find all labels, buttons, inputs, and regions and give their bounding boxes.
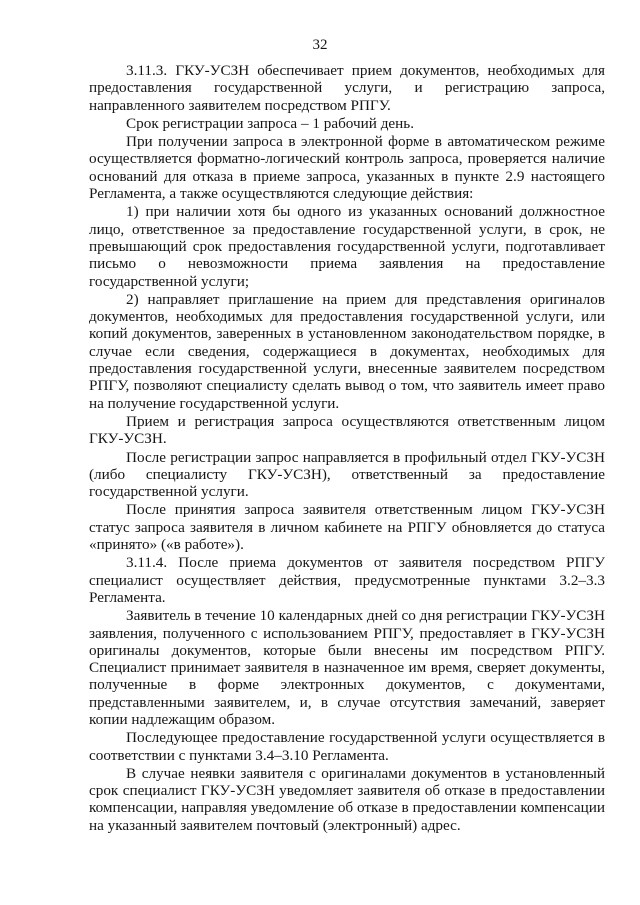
paragraph-non-appearance: В случае неявки заявителя с оригиналами документов в установленный срок специалист ГКУ-УСЗН уведомляет заявителя об отказе в предоставлении компенсации, направляя уведомление об отказе в предоставлении компенсации на указанный заявителем почтовый (электронный) адрес. bbox=[89, 764, 605, 834]
paragraph-registration-term: Срок регистрации запроса – 1 рабочий день. bbox=[126, 114, 415, 132]
paragraph-3-11-3: 3.11.3. ГКУ-УСЗН обеспечивает прием документов, необходимых для предоставления государственной услуги, и регистрацию запроса, направленного заявителем посредством РПГУ. bbox=[89, 62, 605, 114]
paragraph-status-update: После принятия запроса заявителя ответственным лицом ГКУ-УСЗН статус запроса заявителя в личном кабинете на РПГУ обновляется до статуса «принято» («в работе»). bbox=[89, 501, 605, 554]
paragraph-subsequent-provision: Последующее предоставление государственной услуги осуществляется в соответствии с пунктами 3.4–3.10 Регламента. bbox=[89, 729, 605, 764]
paragraph-electronic-control: При получении запроса в электронной форме в автоматическом режиме осуществляется форматно-логический контроль запроса, проверяется наличие оснований для отказа в приеме запроса, указанных в пункте 2.9 настоящего Регламента, а также осуществляются следующие действия: bbox=[89, 133, 605, 203]
document-body bbox=[89, 62, 605, 835]
paragraph-originals-submission: Заявитель в течение 10 календарных дней со дня регистрации ГКУ-УСЗН заявления, полученного с использованием РПГУ, предоставляет в ГКУ-УСЗН оригиналы документов, которые были внесены им посредством РПГУ. Специалист принимает заявителя в назначенное им время, сверяет документы, полученные в форме электронных документов, с документами, представленными заявителем, и, в случае отсутствия замечаний, заверяет копии надлежащим образом. bbox=[89, 607, 605, 728]
paragraph-action-2: 2) направляет приглашение на прием для представления оригиналов документов, необходимых для предоставления государственной услуги, или копий документов, заверенных в установленном законодательством порядке, в случае если сведения, содержащиеся в документах, необходимых для предоставления государственной услуги, внесенные заявителем посредством РПГУ, позволяют специалисту сделать вывод о том, что заявитель имеет право на получение государственной услуги. bbox=[89, 290, 605, 412]
paragraph-after-registration: После регистрации запрос направляется в профильный отдел ГКУ-УСЗН (либо специалисту ГКУ-УСЗН), ответственный за предоставление государственной услуги. bbox=[89, 448, 605, 501]
paragraph-3-11-4: 3.11.4. После приема документов от заявителя посредством РПГУ специалист осуществляет действия, предусмотренные пунктами 3.2–3.3 Регламента. bbox=[89, 554, 605, 606]
paragraph-action-1: 1) при наличии хотя бы одного из указанных оснований должностное лицо, ответственное за предоставление государственной услуги, в срок, не превышающий срок предоставления государственной услуги, подготавливает письмо о невозможности приема заявления на предоставление государственной услуги; bbox=[89, 203, 605, 290]
paragraph-reception-registration: Прием и регистрация запроса осуществляются ответственным лицом ГКУ-УСЗН. bbox=[89, 412, 605, 448]
page-number: 32 bbox=[312, 37, 328, 53]
